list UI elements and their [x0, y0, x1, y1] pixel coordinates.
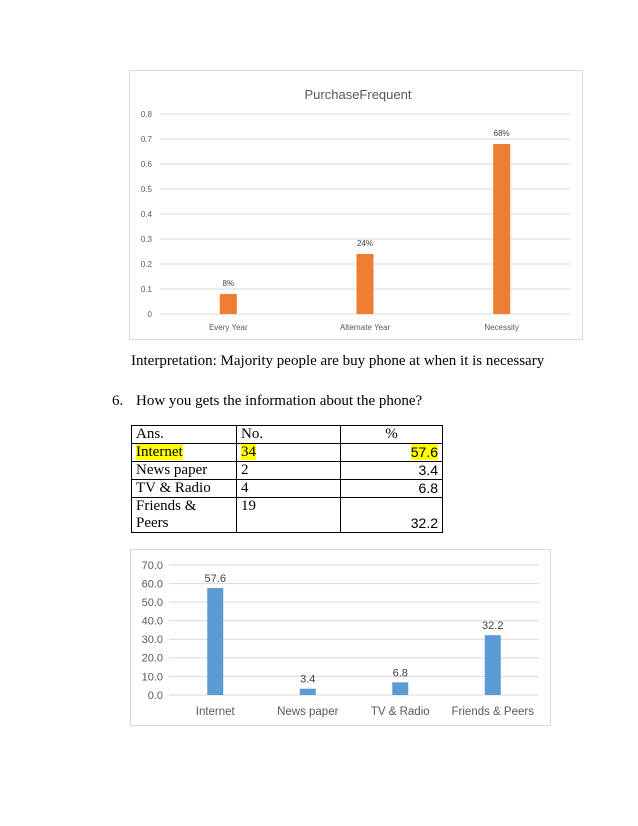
- data-label: 8%: [222, 279, 235, 288]
- y-tick-label: 0.5: [140, 184, 152, 194]
- information-source-chart: [130, 549, 551, 726]
- cell-ans-text: Internet: [136, 444, 183, 460]
- cell-ans-text: Friends & Peers: [136, 498, 197, 531]
- bar: [493, 144, 510, 314]
- y-tick-label: 0.7: [140, 134, 152, 144]
- cell-no: [237, 444, 341, 462]
- information-source-table: [131, 425, 443, 533]
- purchase-frequency-chart-svg: [130, 71, 582, 339]
- cell-ans: News paper: [132, 462, 237, 480]
- bar: [207, 588, 223, 695]
- question-6: [112, 393, 422, 410]
- cell-ans: [132, 498, 237, 533]
- category-label: Alternate Year: [339, 323, 391, 332]
- y-tick-label: 40.0: [141, 615, 163, 628]
- question-number: 6.: [112, 393, 124, 409]
- header-ans: Ans.: [132, 426, 237, 444]
- data-label: 3.4: [300, 673, 316, 686]
- category-label: Necessity: [484, 323, 520, 332]
- table-row: [132, 480, 443, 498]
- y-tick-label: 60.0: [141, 578, 163, 591]
- data-label: 32.2: [482, 620, 504, 633]
- data-label: 6.8: [392, 667, 408, 680]
- cell-pct-text: 57.6: [410, 444, 438, 460]
- chart-title: PurchaseFrequent: [304, 87, 412, 102]
- category-label: Every Year: [208, 323, 248, 332]
- y-tick-label: 70.0: [141, 559, 163, 572]
- table-header-row: [132, 426, 443, 444]
- y-tick-label: 0.6: [140, 159, 152, 169]
- category-label: TV & Radio: [370, 706, 430, 718]
- bar: [300, 689, 316, 695]
- table-row: [132, 462, 443, 480]
- bar: [357, 254, 374, 314]
- y-tick-label: 20.0: [141, 652, 163, 665]
- cell-no: 4: [237, 480, 341, 498]
- bar: [220, 294, 237, 314]
- table-row: [132, 444, 443, 462]
- y-tick-label: 0.3: [140, 234, 152, 244]
- cell-ans: TV & Radio: [132, 480, 237, 498]
- data-label: 57.6: [204, 573, 226, 586]
- header-no: No.: [237, 426, 341, 444]
- table-row: [132, 498, 443, 533]
- cell-pct: 3.4: [341, 462, 443, 480]
- category-label: News paper: [277, 706, 339, 718]
- bar: [392, 682, 408, 695]
- y-tick-label: 30.0: [141, 634, 163, 647]
- cell-pct: [341, 444, 443, 462]
- y-tick-label: 0: [147, 309, 152, 319]
- purchase-frequency-chart: [129, 70, 583, 340]
- cell-no: 19: [237, 498, 341, 533]
- category-label: Internet: [195, 706, 235, 718]
- y-tick-label: 0.2: [140, 259, 152, 269]
- interpretation-text: Interpretation: Majority people are buy phone at when it is necessary: [131, 353, 545, 369]
- question-text: How you gets the information about the phone?: [136, 393, 423, 409]
- cell-no-text: 34: [241, 444, 256, 460]
- header-pct: %: [341, 426, 443, 444]
- y-tick-label: 0.8: [140, 109, 152, 119]
- data-label: 24%: [356, 239, 374, 248]
- y-tick-label: 0.1: [140, 284, 152, 294]
- category-label: Friends & Peers: [451, 706, 534, 718]
- y-tick-label: 10.0: [141, 671, 163, 684]
- data-label: 68%: [493, 129, 510, 138]
- bar: [485, 635, 501, 695]
- cell-pct: 6.8: [341, 480, 443, 498]
- y-tick-label: 50.0: [141, 596, 163, 609]
- y-tick-label: 0.4: [140, 209, 152, 219]
- cell-pct: 32.2: [341, 498, 443, 533]
- cell-no: 2: [237, 462, 341, 480]
- information-source-chart-svg: [131, 550, 550, 725]
- y-tick-label: 0.0: [147, 689, 163, 702]
- cell-ans: [132, 444, 237, 462]
